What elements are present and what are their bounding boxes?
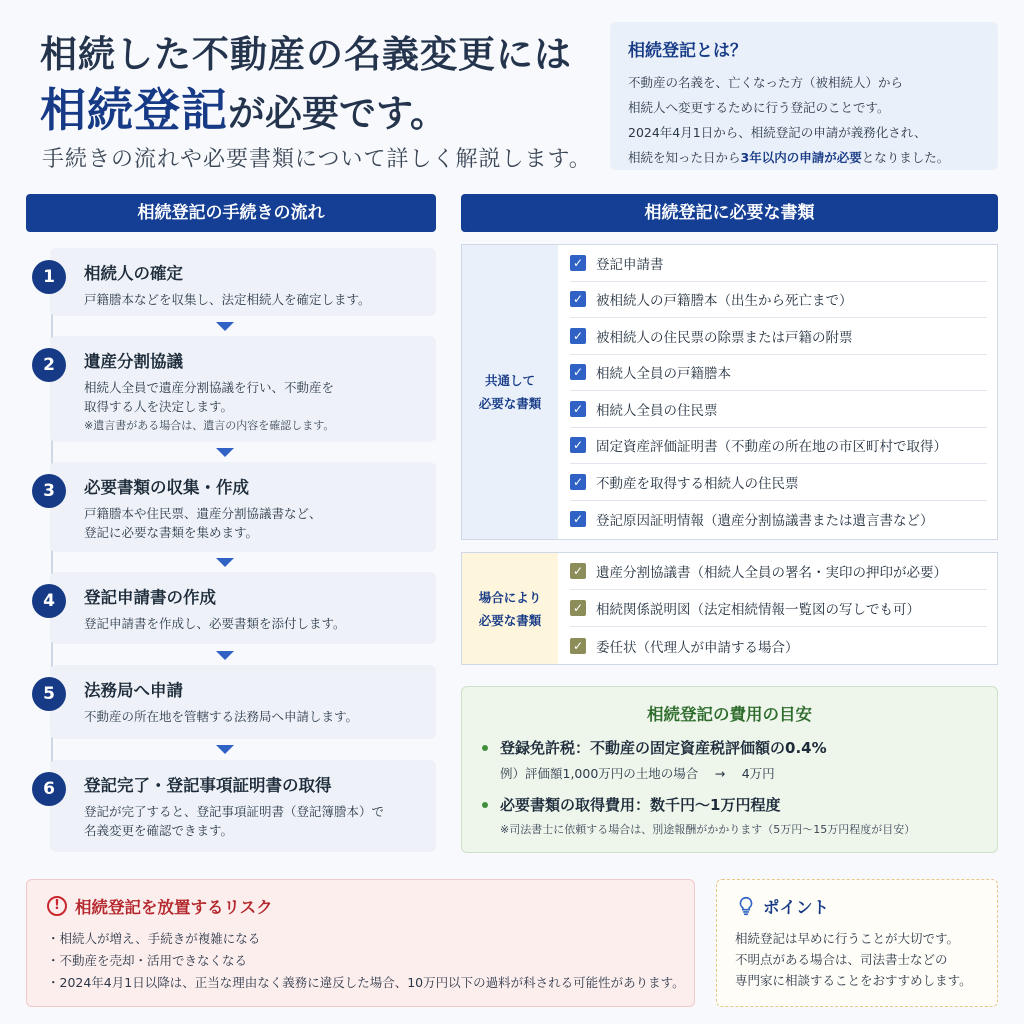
risk-item: ・相続人が増え、手続きが複雑になる bbox=[47, 931, 261, 946]
document-item-label: 相続人全員の戸籍謄本 bbox=[596, 366, 731, 383]
point-title-row bbox=[735, 894, 979, 918]
document-item-label: 登記原因証明情報（遺産分割協議書または遺言書など） bbox=[596, 512, 934, 529]
point-line2: 不明点がある場合は、司法書士などの bbox=[735, 952, 948, 967]
step-title: 登記完了・登記事項証明書の取得 bbox=[84, 776, 332, 795]
document-item bbox=[570, 282, 987, 319]
about-line1: 不動産の名義を、亡くなった方（被相続人）から bbox=[628, 75, 904, 90]
about-box bbox=[610, 22, 998, 170]
about-line4 bbox=[628, 145, 980, 170]
point-line3: 専門家に相談することをおすすめします。 bbox=[735, 973, 972, 988]
step-desc: 相続人全員で遺産分割協議を行い、不動産を bbox=[84, 380, 335, 395]
cost-box bbox=[461, 686, 998, 853]
step-desc: 登記申請書を作成し、必要書類を添付します。 bbox=[84, 616, 346, 631]
risk-title: 相続登記を放置するリスク bbox=[75, 898, 273, 917]
step-4 bbox=[43, 572, 436, 644]
down-arrow-icon bbox=[216, 558, 234, 567]
check-icon: ✓ bbox=[570, 600, 586, 616]
common-documents-list bbox=[570, 245, 987, 537]
point-box bbox=[716, 879, 998, 1007]
document-item bbox=[570, 501, 987, 538]
step-3 bbox=[43, 462, 436, 552]
step-6 bbox=[43, 760, 436, 852]
step-desc: 登記に必要な書類を集めます。 bbox=[84, 525, 259, 540]
document-item-label: 固定資産評価証明書（不動産の所在地の市区町村で取得） bbox=[596, 439, 947, 456]
step-desc: 登記が完了すると、登記事項証明書（登記簿謄本）で bbox=[84, 804, 385, 819]
document-item bbox=[570, 627, 987, 664]
check-icon: ✓ bbox=[570, 401, 586, 417]
common-documents-label bbox=[462, 245, 558, 539]
step-number: 1 bbox=[32, 260, 66, 294]
step-desc: 取得する人を決定します。 bbox=[84, 399, 234, 414]
common-label-line1: 共通して bbox=[484, 373, 535, 388]
check-icon: ✓ bbox=[570, 563, 586, 579]
document-item bbox=[570, 318, 987, 355]
step-desc: 戸籍謄本や住民票、遺産分割協議書など、 bbox=[84, 506, 322, 521]
step-number: 3 bbox=[32, 474, 66, 508]
risk-title-row bbox=[47, 894, 674, 918]
risk-box bbox=[26, 879, 695, 1007]
document-item-label: 相続関係説明図（法定相続情報一覧図の写しでも可） bbox=[596, 602, 920, 618]
conditional-documents-list bbox=[570, 553, 987, 664]
about-line3: 2024年4月1日から、相続登記の申請が義務化され、 bbox=[628, 125, 927, 140]
conditional-documents-label bbox=[462, 553, 558, 664]
step-title: 相続人の確定 bbox=[84, 264, 183, 283]
common-documents-table bbox=[461, 244, 998, 540]
point-title: ポイント bbox=[763, 898, 829, 917]
point-line1: 相続登記は早めに行うことが大切です。 bbox=[735, 931, 960, 946]
document-item-label: 相続人全員の住民票 bbox=[596, 402, 718, 419]
step-number: 5 bbox=[32, 677, 66, 711]
document-item bbox=[570, 428, 987, 465]
about-line2: 相続人へ変更するために行う登記のことです。 bbox=[628, 100, 890, 115]
check-icon: ✓ bbox=[570, 437, 586, 453]
step-title: 必要書類の収集・作成 bbox=[84, 478, 249, 497]
about-line4-emph: 3年以内の申請が必要 bbox=[740, 150, 862, 165]
page-title-line1: 相続した不動産の名義変更には bbox=[40, 33, 572, 76]
check-icon: ✓ bbox=[570, 291, 586, 307]
about-title: 相続登記とは？ bbox=[628, 41, 747, 61]
risk-list bbox=[47, 928, 685, 994]
lightbulb-icon bbox=[735, 895, 757, 917]
title-emphasis: 相続登記 bbox=[40, 83, 228, 137]
cost-row-text: 必要書類の取得費用：数千円〜1万円程度 bbox=[500, 796, 781, 814]
cost-row-documents bbox=[482, 794, 977, 815]
step-note: ※遺言書がある場合は、遺言の内容を確認します。 bbox=[84, 419, 335, 432]
step-5 bbox=[43, 665, 436, 739]
cost-row-tax bbox=[482, 737, 977, 758]
check-icon: ✓ bbox=[570, 474, 586, 490]
flow-heading: 相続登記の手続きの流れ bbox=[26, 194, 436, 232]
step-desc: 戸籍謄本などを収集し、法定相続人を確定します。 bbox=[84, 292, 371, 307]
cost-row-text: 登録免許税：不動産の固定資産税評価額の0.4% bbox=[500, 739, 827, 757]
document-item bbox=[570, 355, 987, 392]
document-item-label: 不動産を取得する相続人の住民票 bbox=[596, 475, 799, 492]
step-number: 2 bbox=[32, 348, 66, 382]
step-number: 6 bbox=[32, 772, 66, 806]
about-line4-pre: 相続を知った日から bbox=[628, 150, 741, 165]
down-arrow-icon bbox=[216, 322, 234, 331]
step-1 bbox=[43, 248, 436, 316]
conditional-documents-table bbox=[461, 552, 998, 665]
step-title: 法務局へ申請 bbox=[84, 681, 183, 700]
step-title: 登記申請書の作成 bbox=[84, 588, 216, 607]
check-icon: ✓ bbox=[570, 511, 586, 527]
down-arrow-icon bbox=[216, 448, 234, 457]
title-rest: が必要です。 bbox=[228, 92, 448, 135]
bullet-icon bbox=[482, 745, 488, 751]
document-item-label: 被相続人の戸籍謄本（出生から死亡まで） bbox=[596, 293, 853, 310]
document-item bbox=[570, 464, 987, 501]
step-desc: 名義変更を確認できます。 bbox=[84, 823, 234, 838]
cost-title: 相続登記の費用の目安 bbox=[647, 705, 812, 724]
page-subtitle: 手続きの流れや必要書類について詳しく解説します。 bbox=[42, 147, 592, 172]
document-item bbox=[570, 553, 987, 590]
step-2 bbox=[43, 336, 436, 442]
case-label-line1: 場合により bbox=[478, 589, 542, 605]
check-icon: ✓ bbox=[570, 638, 586, 654]
check-icon: ✓ bbox=[570, 364, 586, 380]
document-item bbox=[570, 245, 987, 282]
cost-note: ※司法書士に依頼する場合は、別途報酬がかかります（5万円〜15万円程度が目安） bbox=[500, 823, 916, 836]
page-title-line2 bbox=[40, 74, 447, 140]
document-item bbox=[570, 590, 987, 627]
document-item-label: 登記申請書 bbox=[596, 256, 664, 273]
check-icon: ✓ bbox=[570, 328, 586, 344]
risk-item: ・2024年4月1日以降は、正当な理由なく義務に違反した場合、10万円以下の過料が科される可能性があります。 bbox=[47, 975, 685, 990]
case-label-line2: 必要な書類 bbox=[478, 612, 542, 628]
documents-heading: 相続登記に必要な書類 bbox=[461, 194, 998, 232]
warning-icon: ! bbox=[47, 896, 67, 916]
document-item-label: 委任状（代理人が申請する場合） bbox=[596, 639, 799, 656]
document-item bbox=[570, 391, 987, 428]
step-desc: 不動産の所在地を管轄する法務局へ申請します。 bbox=[84, 709, 359, 724]
cost-example: 例）評価額1,000万円の土地の場合 → 4万円 bbox=[500, 766, 775, 781]
down-arrow-icon bbox=[216, 745, 234, 754]
common-label-line2: 必要な書類 bbox=[478, 396, 542, 411]
document-item-label: 遺産分割協議書（相続人全員の署名・実印の押印が必要） bbox=[596, 565, 947, 581]
document-item-label: 被相続人の住民票の除票または戸籍の附票 bbox=[596, 329, 853, 346]
check-icon: ✓ bbox=[570, 255, 586, 271]
down-arrow-icon bbox=[216, 651, 234, 660]
risk-item: ・不動産を売却・活用できなくなる bbox=[47, 953, 248, 968]
step-number: 4 bbox=[32, 584, 66, 618]
about-line4-post: となりました。 bbox=[861, 150, 950, 165]
step-title: 遺産分割協議 bbox=[84, 352, 183, 371]
bullet-icon bbox=[482, 802, 488, 808]
